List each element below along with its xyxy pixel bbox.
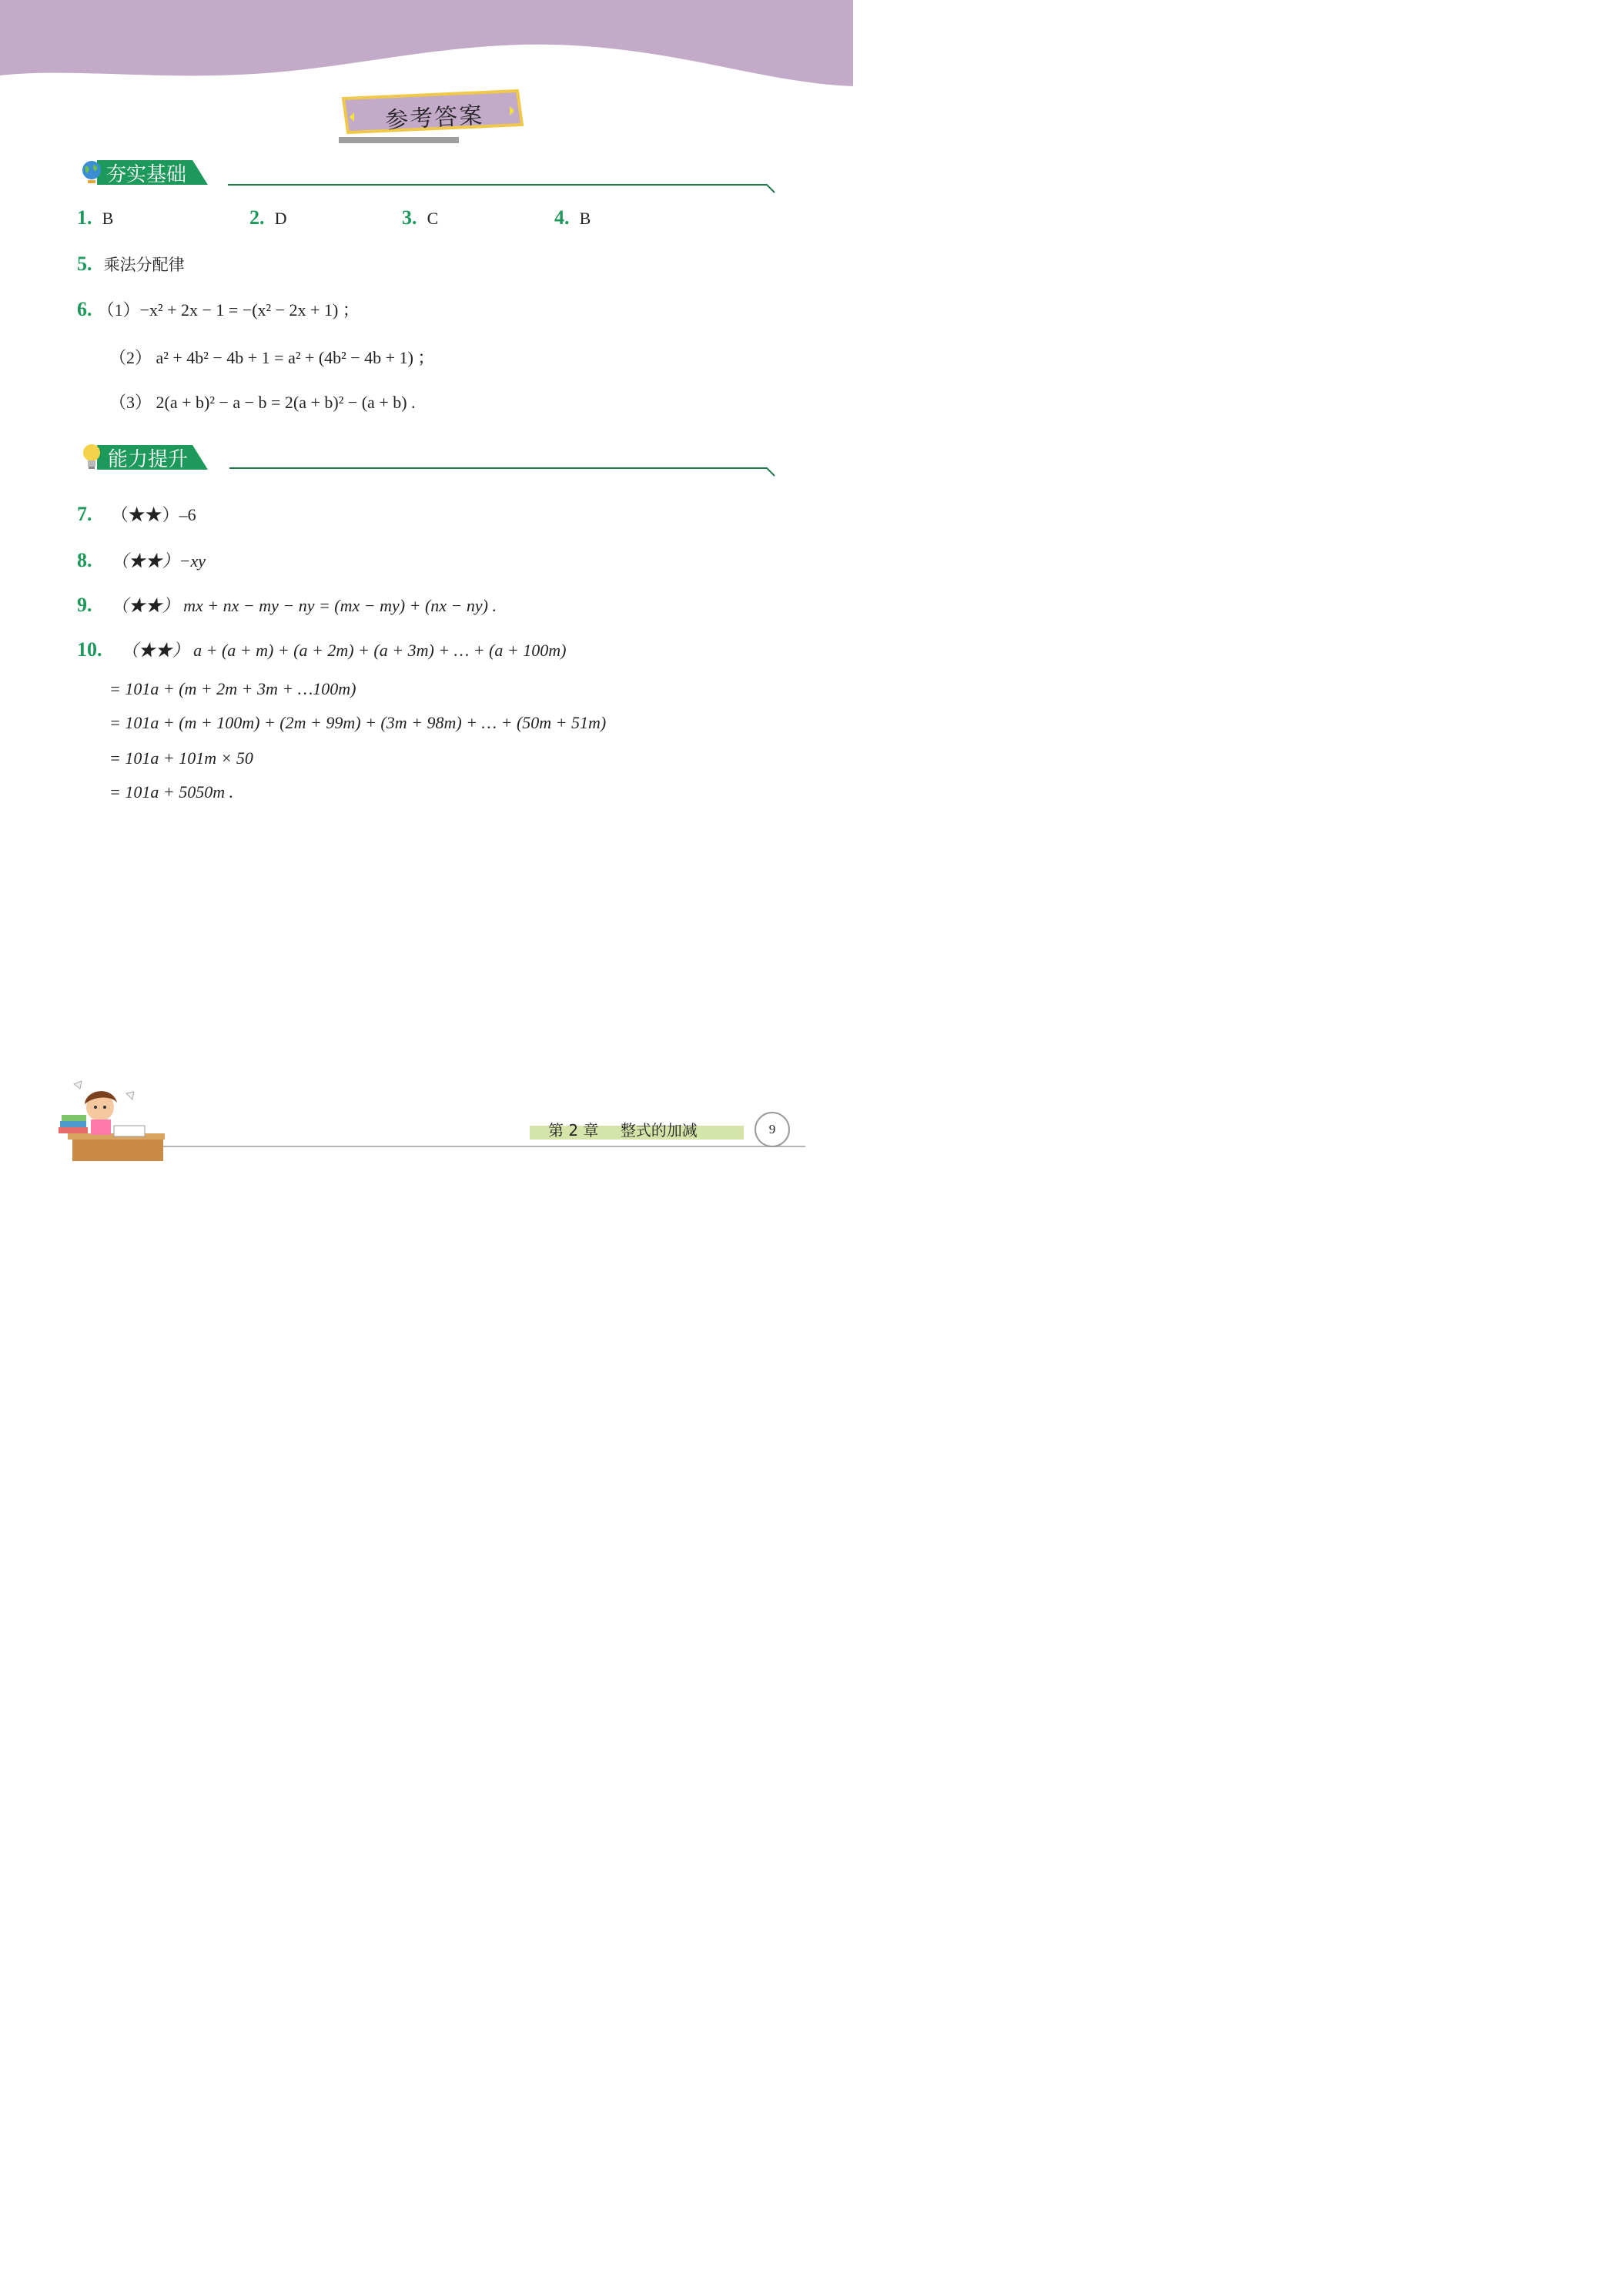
footer-chapter — [548, 1118, 698, 1140]
answer-10-step-1: = 101a + (m + 2m + 3m + …100m) — [109, 679, 356, 698]
answer-text: （★★） mx + nx − my − ny = (mx − my) + (nx − ny) . — [111, 596, 497, 615]
answer-7 — [77, 502, 196, 526]
page-number-badge — [755, 1112, 790, 1147]
section-basic-header — [77, 157, 778, 194]
page-number: 9 — [768, 1122, 776, 1136]
lightbulb-icon — [80, 442, 103, 471]
answer-1 — [77, 206, 113, 229]
footer-rule — [163, 1146, 805, 1147]
section-advanced-title: 能力提升 — [108, 448, 189, 471]
chapter-title: 整式的加减 — [620, 1121, 698, 1140]
section-divider-line — [228, 180, 778, 196]
header-wave — [0, 0, 853, 92]
question-number: 9. — [77, 594, 92, 616]
question-number: 2. — [249, 206, 265, 229]
answer-10 — [77, 638, 566, 661]
answer-3 — [402, 206, 438, 229]
section-basic-title: 夯实基础 — [106, 163, 187, 186]
student-illustration — [57, 1078, 172, 1166]
answer-4 — [554, 206, 591, 229]
question-number: 10. — [77, 638, 102, 661]
question-number: 8. — [77, 549, 92, 571]
question-number: 7. — [77, 503, 92, 525]
question-number: 3. — [402, 206, 417, 229]
answer-text: B — [102, 209, 114, 228]
answer-8 — [77, 548, 206, 572]
answer-5 — [77, 253, 185, 276]
title-banner — [339, 89, 524, 135]
section-advanced-header — [77, 442, 778, 479]
answer-text: B — [579, 209, 591, 228]
globe-icon — [79, 159, 105, 185]
question-number: 5. — [77, 253, 92, 275]
page-title: 参考答案 — [384, 102, 485, 135]
answer-10-step-2: = 101a + (m + 100m) + (2m + 99m) + (3m + 98m) + … + (50m + 51m) — [109, 713, 607, 732]
answer-text: （★★）−xy — [111, 551, 206, 571]
answer-6 — [77, 297, 616, 321]
answer-6-part-1: （1）−x² + 2x − 1 = −(x² − 2x + 1) ； — [97, 300, 360, 320]
question-number: 1. — [77, 206, 92, 229]
answer-10-step-3: = 101a + 101m × 50 — [109, 748, 253, 768]
answer-9 — [77, 593, 497, 617]
answer-text: C — [427, 209, 439, 228]
answer-text: 乘法分配律 — [103, 256, 185, 274]
chapter-number: 第 2 章 — [548, 1121, 599, 1140]
question-number: 4. — [554, 206, 570, 229]
answer-10-first-line: （★★） a + (a + m) + (a + 2m) + (a + 3m) + … + (a + 100m) — [121, 641, 567, 660]
answer-text: （★★）–6 — [111, 505, 196, 524]
answer-text: D — [274, 209, 287, 228]
mc-answers-row — [77, 206, 693, 233]
answer-6-part-3: （3） 2(a + b)² − a − b = 2(a + b)² − (a + b) . — [109, 393, 416, 412]
section-divider-line — [229, 462, 778, 479]
question-number: 6. — [77, 298, 92, 320]
answer-2 — [249, 206, 286, 229]
answer-6-part-2: （2） a² + 4b² − 4b + 1 = a² + (4b² − 4b + 1) ； — [109, 348, 435, 367]
answer-10-step-4: = 101a + 5050m . — [109, 782, 234, 802]
